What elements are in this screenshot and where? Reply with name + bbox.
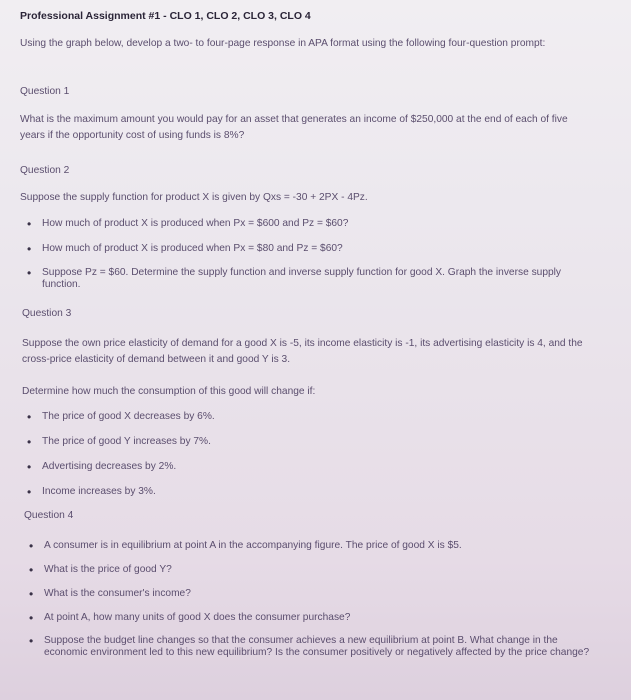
question-1-label: Question 1 <box>20 86 70 97</box>
question-3-list <box>22 411 582 498</box>
list-item: • How much of product X is produced when Px = $80 and Pz = $60? <box>22 243 582 255</box>
question-1-text: What is the maximum amount you would pay for an asset that generates an income of $250,000 at the end of each of five years if the opportunity cost of using funds is 8%? <box>20 114 568 141</box>
list-item: • A consumer is in equilibrium at point A in the accompanying figure. The price of good X is $5. <box>24 540 594 552</box>
question-3-text: Suppose the own price elasticity of demand for a good X is -5, its income elasticity is -1, its advertising elasticity is 4, and the cross-price elasticity of demand between it and good Y is 3. <box>22 338 583 365</box>
question-3-label: Question 3 <box>22 308 72 319</box>
question-2-list <box>22 218 582 291</box>
question-2-text: Suppose the supply function for product X is given by Qxs = -30 + 2PX - 4Pz. <box>20 192 368 203</box>
list-item: • How much of product X is produced when Px = $600 and Pz = $60? <box>22 218 582 230</box>
question-2-label: Question 2 <box>20 165 70 176</box>
list-item: • Income increases by 3%. <box>22 486 582 498</box>
intro-paragraph: Using the graph below, develop a two- to four-page response in APA format using the following four-question prompt: <box>20 38 546 49</box>
list-item: • What is the consumer's income? <box>24 588 594 600</box>
list-item: • Advertising decreases by 2%. <box>22 461 582 473</box>
list-item: • At point A, how many units of good X does the consumer purchase? <box>24 612 594 624</box>
list-item: • The price of good Y increases by 7%. <box>22 436 582 448</box>
question-4-label: Question 4 <box>24 510 74 521</box>
list-item: • Suppose the budget line changes so that the consumer achieves a new equilibrium at point B. What change in the economic environment led to this new equilibrium? Is the consumer positively or negatively affected by the price change? <box>24 635 594 659</box>
list-item: • What is the price of good Y? <box>24 564 594 576</box>
assignment-title: Professional Assignment #1 - CLO 1, CLO 2, CLO 3, CLO 4 <box>20 10 311 22</box>
list-item: • Suppose Pz = $60. Determine the supply function and inverse supply function for good X. Graph the inverse supply function. <box>22 267 582 291</box>
list-item: • The price of good X decreases by 6%. <box>22 411 582 423</box>
question-3-lead: Determine how much the consumption of this good will change if: <box>22 386 316 397</box>
question-4-list <box>24 540 594 659</box>
